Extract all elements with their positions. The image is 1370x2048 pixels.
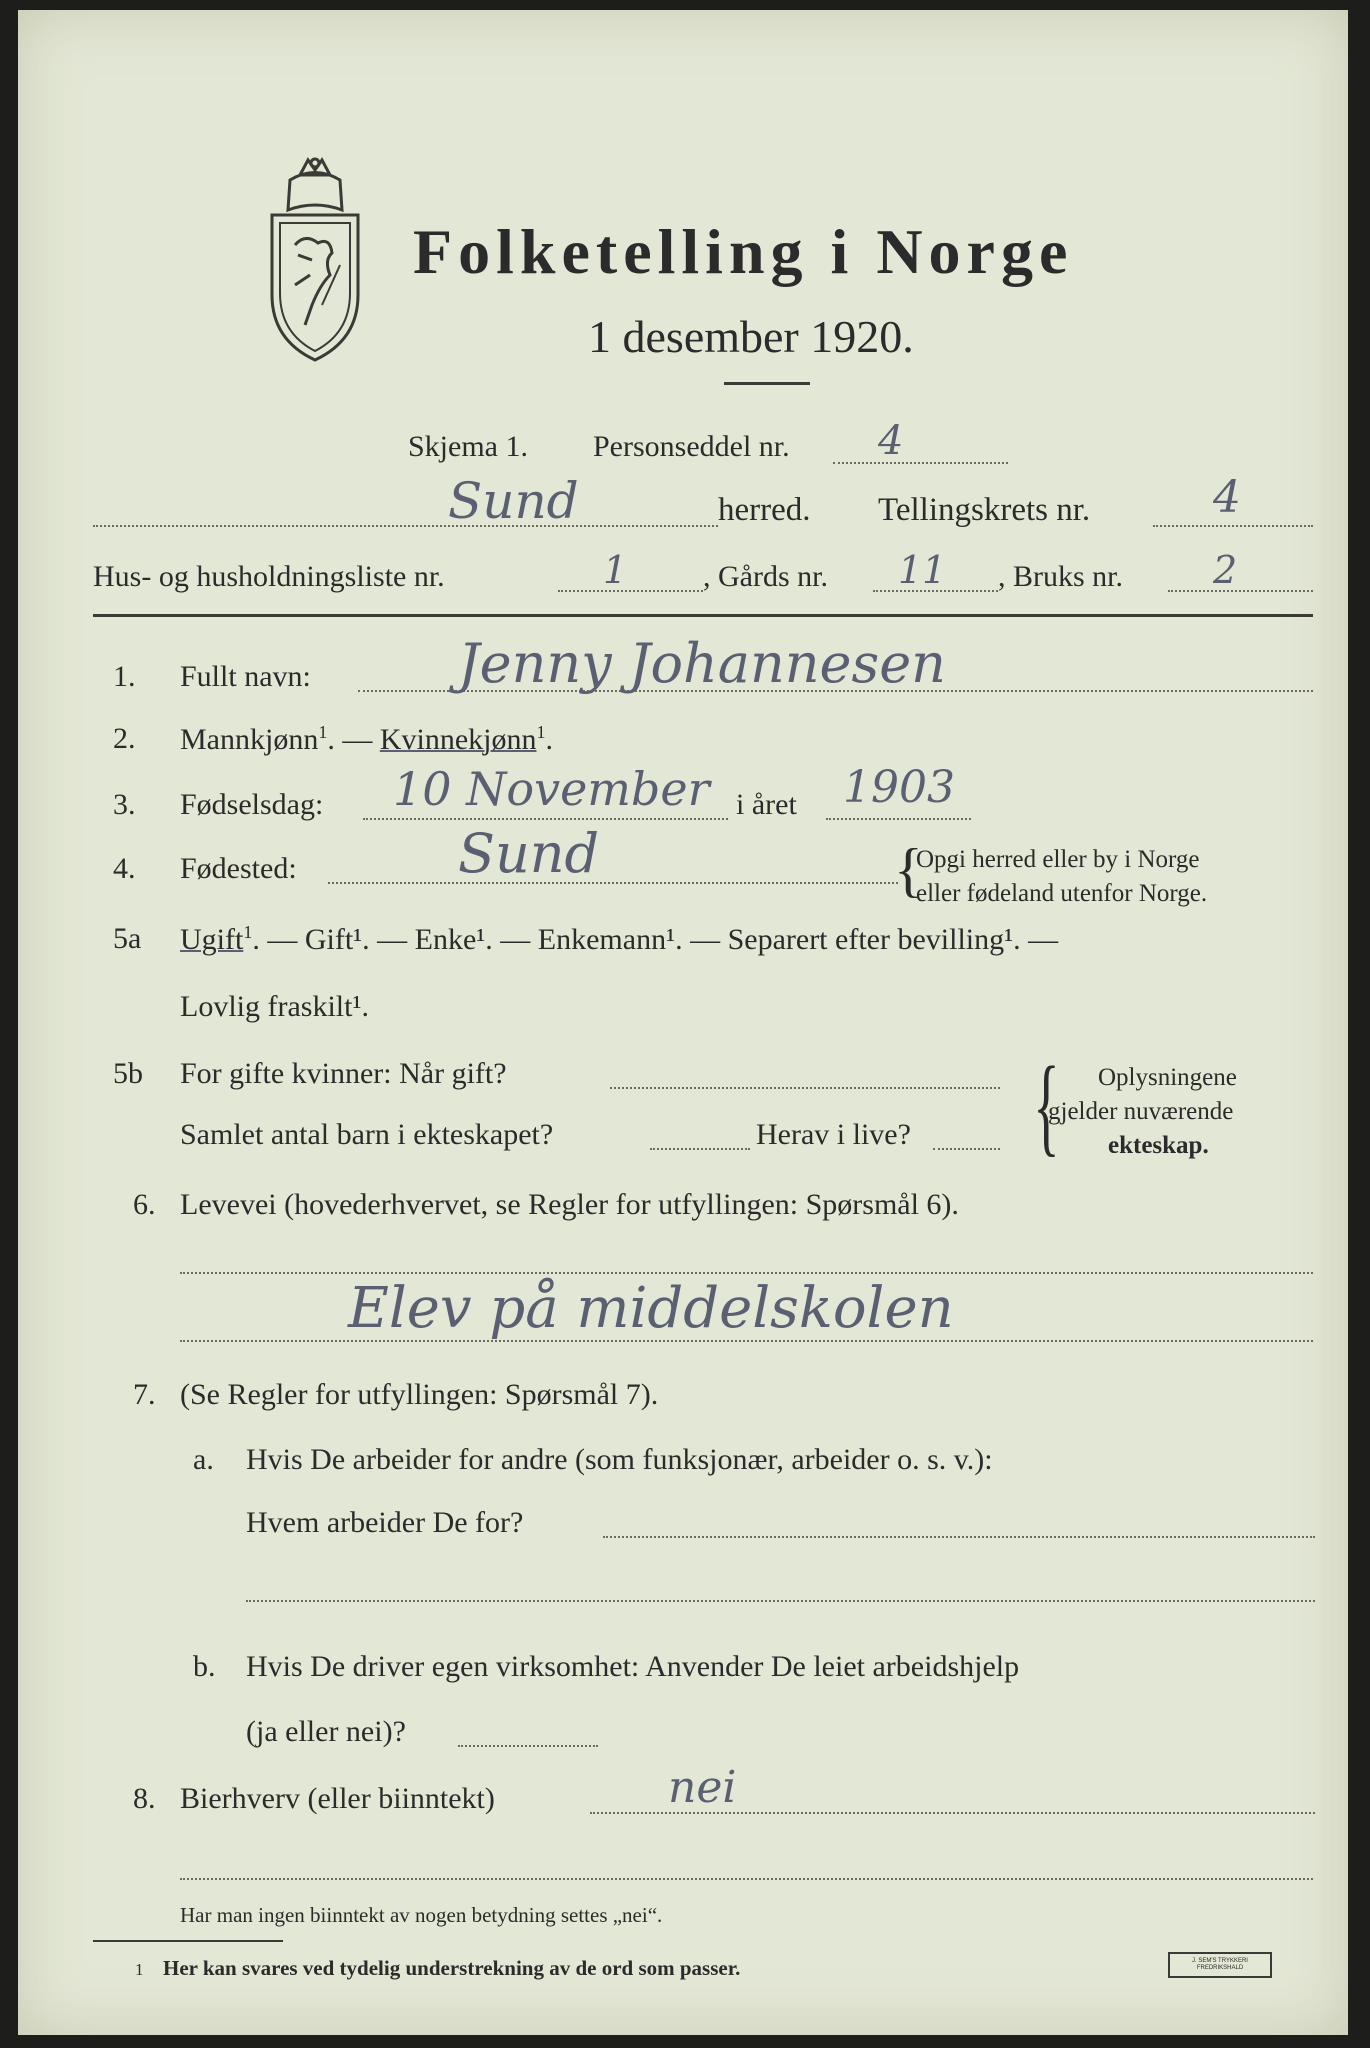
footnote-text: Her kan svares ved tydelig understrekning av de ord som passer. — [163, 1956, 741, 1980]
q7-label: (Se Regler for utfyllingen: Spørsmål 7). — [180, 1378, 659, 1411]
q2-separator: . — — [327, 723, 380, 756]
herred-value[interactable]: Sund — [448, 472, 579, 530]
q3-year-line — [826, 818, 971, 820]
q6-label: Levevei (hovederhvervet, se Regler for utfyllingen: Spørsmål 6). — [180, 1188, 959, 1221]
q7b-line2: (ja eller nei)? — [246, 1715, 406, 1748]
personseddel-value[interactable]: 4 — [878, 418, 904, 464]
q3-year-label: i året — [736, 788, 797, 821]
title-divider — [724, 382, 810, 385]
hus-label: Hus- og husholdningsliste nr. — [93, 560, 445, 593]
q3-label: Fødselsdag: — [180, 788, 324, 821]
q4-line — [328, 882, 898, 884]
tellingskrets-line — [1153, 525, 1313, 527]
q4-value[interactable]: Sund — [458, 822, 600, 885]
q8-note: Har man ingen biinntekt av nogen betydning settes „nei“. — [180, 1903, 663, 1927]
herred-label: herred. — [718, 492, 811, 528]
q3-year-value[interactable]: 1903 — [843, 762, 955, 813]
q4-note-line2: eller fødeland utenfor Norge. — [916, 880, 1208, 907]
q5b-children-total: Samlet antal barn i ekteskapet? — [180, 1118, 554, 1151]
page-title: Folketelling i Norge — [413, 216, 1074, 287]
q7a-answer-line[interactable] — [603, 1536, 1315, 1538]
hus-line — [558, 590, 703, 592]
q1-label: Fullt navn: — [180, 660, 311, 693]
q5a-ugift-option[interactable]: Ugift — [180, 923, 244, 956]
q5b-children-total-line[interactable] — [650, 1148, 750, 1150]
page-subtitle: 1 desember 1920. — [588, 311, 914, 362]
q4-note-line1: Opgi herred eller by i Norge — [916, 846, 1200, 873]
q5b-number: 5b — [113, 1057, 143, 1090]
personseddel-label: Personseddel nr. — [593, 430, 790, 463]
q4-brace: { — [894, 837, 923, 903]
census-form-page — [18, 10, 1348, 2035]
tellingskrets-label: Tellingskrets nr. — [878, 492, 1091, 528]
q8-number: 8. — [133, 1782, 156, 1815]
q3-value[interactable]: 10 November — [393, 762, 710, 816]
q7b-letter: b. — [193, 1650, 216, 1683]
bruks-line — [1168, 590, 1313, 592]
q5b-children-alive: Herav i live? — [756, 1118, 911, 1151]
q1-number: 1. — [113, 660, 136, 693]
q2-female-option[interactable]: Kvinnekjønn — [379, 723, 537, 756]
q7a-line2: Hvem arbeider De for? — [246, 1506, 524, 1539]
q7-number: 7. — [133, 1378, 156, 1411]
personseddel-line — [833, 462, 1008, 464]
q8-label: Bierhverv (eller biinntekt) — [180, 1782, 495, 1815]
q5b-brace: { — [1033, 1044, 1060, 1166]
q5a-fraskilt-option[interactable]: Lovlig fraskilt¹. — [180, 990, 369, 1023]
hus-value[interactable]: 1 — [603, 548, 628, 592]
q5b-married-when: For gifte kvinner: Når gift? — [180, 1057, 507, 1090]
bruks-value[interactable]: 2 — [1213, 548, 1238, 592]
q7a-line1: Hvis De arbeider for andre (som funksjonær, arbeider o. s. v.): — [246, 1443, 993, 1476]
q2-options: Mannkjønn$^1$. — Kvinnekjønn$^1$. — [180, 722, 553, 756]
q5b-children-alive-line[interactable] — [933, 1148, 1000, 1150]
printer-stamp-text: J. SEM'S TRYKKERI FREDRIKSHALD — [1192, 1958, 1248, 1971]
q5b-married-when-line[interactable] — [610, 1087, 1000, 1089]
q5a-number: 5a — [113, 922, 142, 955]
q8-line2 — [180, 1878, 1313, 1880]
skjema-label: Skjema 1. — [408, 430, 528, 463]
norwegian-lion-crest-icon — [250, 155, 380, 365]
q5b-note-line2: gjelder nuværende — [1048, 1098, 1234, 1125]
gards-label: , Gårds nr. — [703, 560, 828, 593]
q4-number: 4. — [113, 852, 136, 885]
q3-number: 3. — [113, 788, 136, 821]
q2-male-option[interactable]: Mannkjønn — [180, 723, 319, 756]
q6-number: 6. — [133, 1188, 156, 1221]
q2-end: . — [545, 723, 553, 756]
q5a-options: Ugift$^1$. — Gift¹. — Enke¹. — Enkemann¹. — Separert efter bevilling¹. — — [180, 922, 1059, 956]
q5b-note-line3: ekteskap. — [1108, 1132, 1209, 1159]
q7b-answer-line[interactable] — [458, 1745, 598, 1747]
q5a-other-options[interactable]: . — Gift¹. — Enke¹. — Enkemann¹. — Separert efter bevilling¹. — — [252, 923, 1059, 956]
q6-line1 — [180, 1272, 1313, 1274]
header-divider — [93, 614, 1313, 617]
gards-value[interactable]: 11 — [898, 548, 947, 592]
herred-line — [93, 525, 718, 527]
q6-value[interactable]: Elev på middelskolen — [348, 1276, 954, 1341]
bruks-label: , Bruks nr. — [998, 560, 1124, 593]
q3-line — [363, 818, 728, 820]
q7a-answer-line2[interactable] — [246, 1600, 1315, 1602]
q7a-letter: a. — [193, 1443, 214, 1476]
q4-label: Fødested: — [180, 852, 297, 885]
q5b-note-line1: Oplysningene — [1098, 1064, 1237, 1091]
q8-value[interactable]: nei — [668, 1762, 737, 1813]
tellingskrets-value[interactable]: 4 — [1213, 472, 1241, 523]
q2-number: 2. — [113, 722, 136, 755]
printer-stamp — [1168, 1952, 1272, 1978]
q7b-line1: Hvis De driver egen virksomhet: Anvender De leiet arbeidshjelp — [246, 1650, 1020, 1683]
footnote-mark: 1 — [135, 1960, 144, 1979]
q1-value[interactable]: Jenny Johannesen — [458, 632, 946, 695]
footer-divider — [93, 1940, 283, 1942]
